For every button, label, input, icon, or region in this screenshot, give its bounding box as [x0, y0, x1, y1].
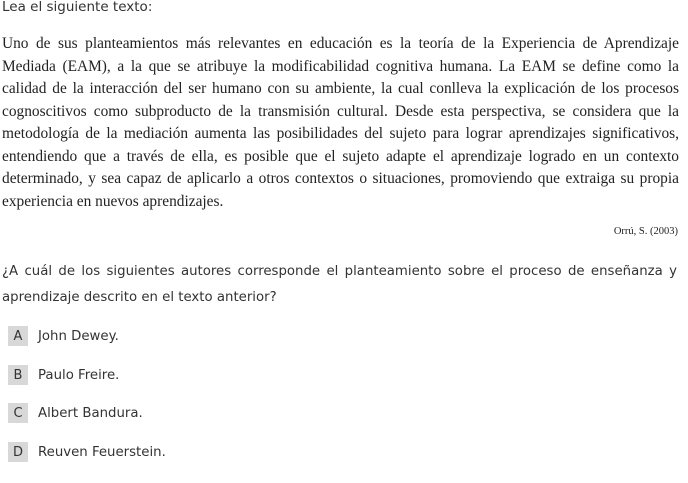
- option-letter-badge: C: [8, 403, 28, 423]
- citation: Orrú, S. (2003): [613, 226, 678, 237]
- option-label: Reuven Feuerstein.: [38, 444, 166, 460]
- reading-passage: Uno de sus planteamientos más relevantes en educación es la teoría de la Experiencia de Aprendizaje Mediada (EAM), a la que se atribuye la modificabilidad cognitiva humana. La EAM se define como la calidad de la interacción del ser humano con su ambiente, la cual conlleva la explicación de los procesos cognoscitivos como subproducto de la transmisión cultural. Desde esta perspectiva, se considera que la metodología de la mediación aumenta las posibilidades del sujeto para lograr aprendizajes significativos, entendiendo que a través de ella, es posible que el sujeto adapte el aprendizaje logrado en un contexto determinado, y sea capaz de aplicarlo a otros contextos o situaciones, promoviendo que extraiga su propia experiencia en nuevos aprendizajes.: [2, 35, 679, 210]
- option-label: Albert Bandura.: [38, 405, 143, 421]
- option-a[interactable]: [8, 326, 119, 346]
- option-d[interactable]: [8, 442, 166, 462]
- option-letter-badge: A: [8, 326, 28, 346]
- option-letter-badge: D: [8, 442, 28, 462]
- option-b[interactable]: [8, 365, 119, 385]
- instruction-text: Lea el siguiente texto:: [2, 0, 153, 15]
- question-text: ¿A cuál de los siguientes autores corresponde el planteamiento sobre el proceso de enseñanza y aprendizaje descrito en el texto anterior?: [2, 264, 677, 305]
- option-label: John Dewey.: [38, 328, 119, 344]
- option-c[interactable]: [8, 403, 143, 423]
- option-label: Paulo Freire.: [38, 367, 120, 383]
- option-letter-badge: B: [8, 365, 28, 385]
